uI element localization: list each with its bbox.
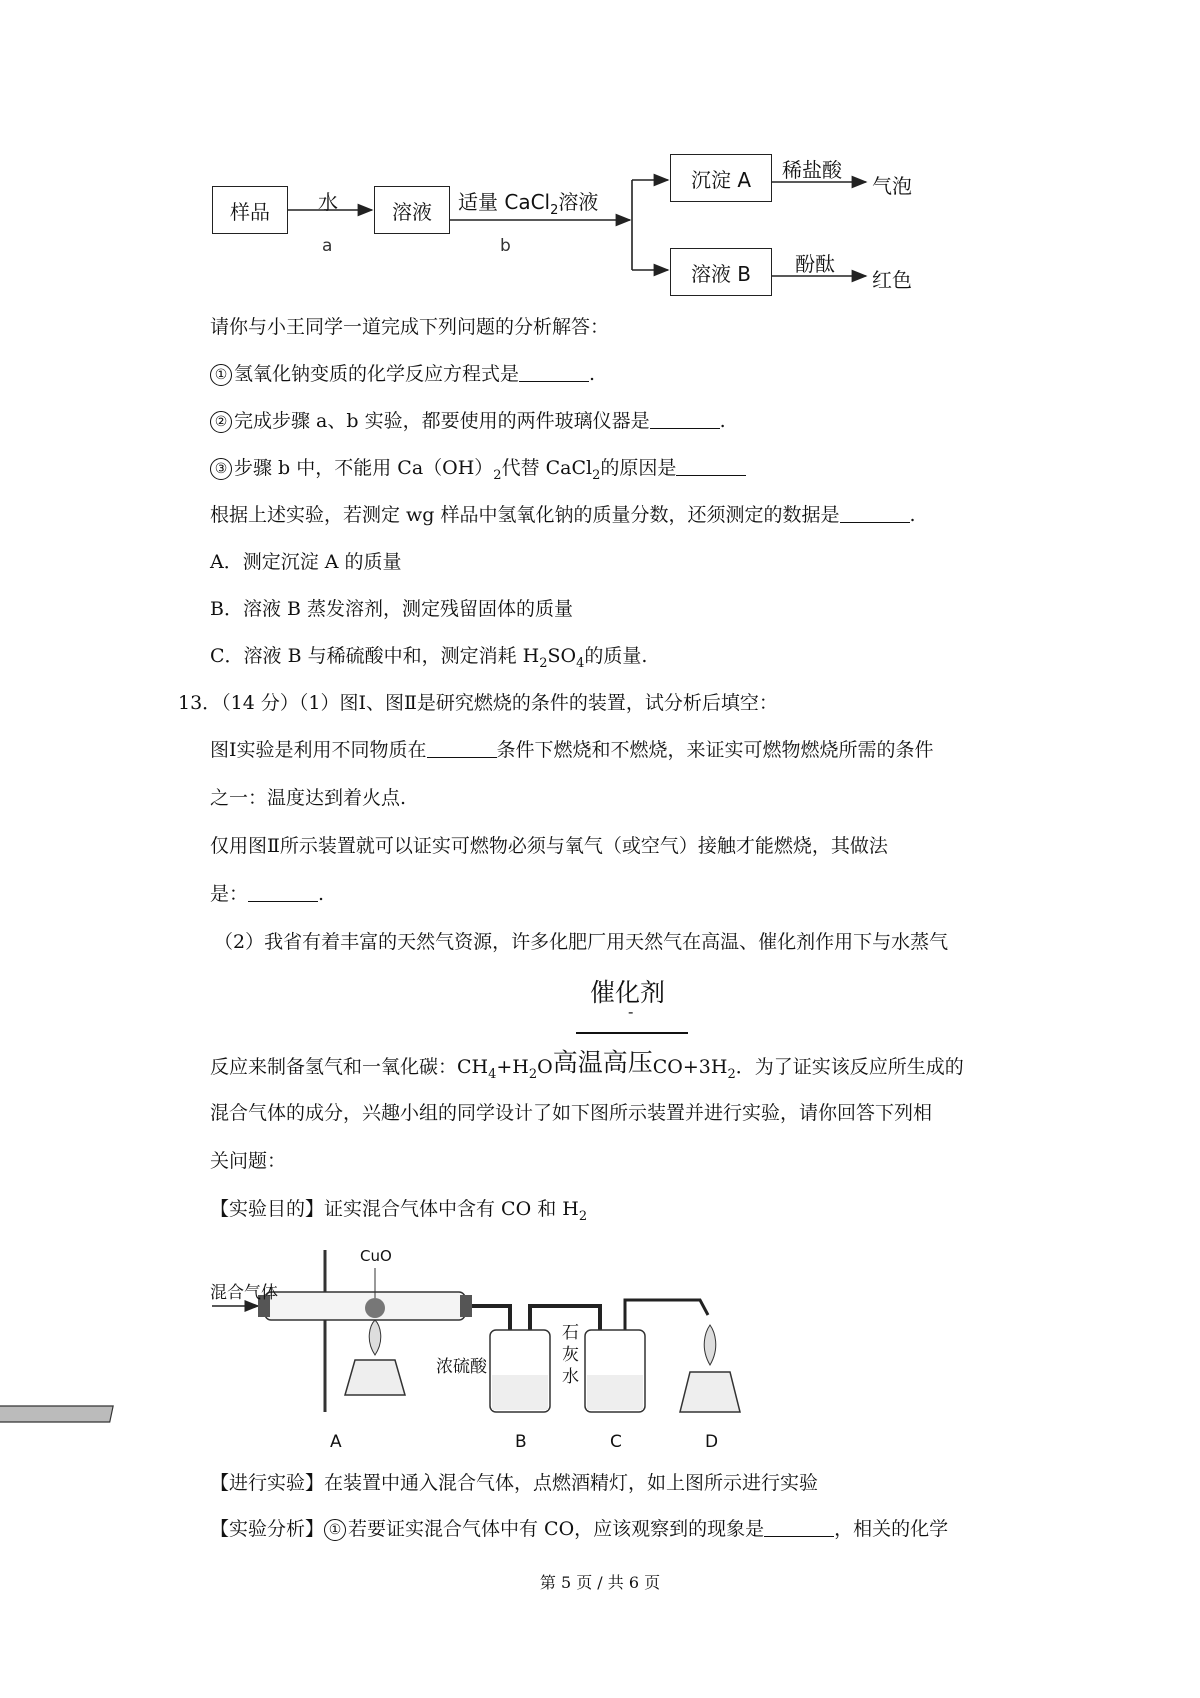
q13-p2-b: 是：: [210, 883, 249, 905]
label-step-b: b: [500, 236, 511, 256]
q13-proceed: 【进行实验】在装置中通入混合气体，点燃酒精灯，如上图所示进行实验: [210, 1472, 819, 1494]
eq-condition: 高温高压: [552, 1048, 653, 1077]
eq-prefix: 反应来制备氢气和一氧化碳：CH: [210, 1056, 489, 1078]
cuo-particles: [365, 1298, 385, 1318]
q13-p3: （2）我省有着丰富的天然气资源，许多化肥厂用天然气在高温、催化剂作用下与水蒸气: [214, 931, 949, 953]
label-cacl2-main: 适量 CaCl: [458, 190, 551, 214]
label-conc-acid: 浓硫酸: [436, 1357, 487, 1377]
q12-item-2-text: 完成步骤 a、b 实验，都要使用的两件玻璃仪器是: [234, 410, 650, 432]
q12-item-3-c: 的原因是: [600, 457, 677, 479]
label-lime-3: 水: [562, 1367, 579, 1387]
flame-d: [704, 1325, 716, 1365]
q12-item-2-end: .: [719, 410, 726, 432]
label-c: C: [610, 1432, 622, 1452]
circle-1: ①: [210, 364, 232, 386]
tube-a-to-b: [472, 1306, 510, 1330]
label-cacl2-sub: 2: [550, 203, 559, 218]
eq-sub1: 4: [488, 1067, 497, 1082]
catalyst-dash: -: [628, 1002, 634, 1021]
eq-after: CO+3H: [652, 1056, 728, 1078]
q13-heading: 13．（14 分）（1）图Ⅰ、图Ⅱ是研究燃烧的条件的装置，试分析后填空：: [178, 692, 778, 714]
burner-a: [345, 1360, 405, 1395]
q13-analysis: [210, 1516, 948, 1542]
label-b: B: [515, 1432, 527, 1452]
label-water: 水: [318, 190, 338, 214]
label-step-a: a: [322, 236, 333, 256]
label-bubbles: 气泡: [872, 174, 912, 198]
q12-item-1-end: .: [589, 363, 596, 385]
bottle-b-liquid: [492, 1375, 548, 1410]
blank: [764, 1518, 834, 1537]
q12-option-c-sub1: 2: [539, 656, 548, 671]
q12-option-c-b: SO: [547, 645, 577, 667]
q12-item-3-sub1: 2: [493, 468, 502, 483]
box-solution-b-label: 溶液 B: [690, 261, 752, 286]
q13-p1-b: 条件下燃烧和不燃烧，来证实可燃物燃烧所需的条件: [496, 739, 934, 761]
box-precipitate-a-label: 沉淀 A: [690, 167, 752, 192]
q12-option-c-c: 的质量.: [584, 645, 648, 667]
label-phenolphthalein: 酚酞: [795, 252, 835, 276]
q13-p4: 混合气体的成分，兴趣小组的同学设计了如下图所示装置并进行实验，请你回答下列相: [210, 1102, 933, 1124]
burner-d: [680, 1372, 740, 1412]
q12-item-3-b: 代替 CaCl: [501, 457, 593, 479]
eq-sub3: 2: [727, 1067, 736, 1082]
purpose-text: 【实验目的】证实混合气体中含有 CO 和 H: [210, 1198, 579, 1220]
q12-option-c-a: C．溶液 B 与稀硫酸中和，测定消耗 H: [210, 645, 540, 667]
analysis-a: 【实验分析】: [210, 1518, 325, 1540]
label-mixed-gas: 混合气体: [210, 1283, 278, 1303]
catalyst-label: 催化剂: [590, 978, 666, 1007]
flame-a: [369, 1320, 381, 1355]
eq-tail: ．为了证实该反应所生成的: [735, 1056, 964, 1078]
circle-3: ③: [210, 458, 232, 480]
analysis-circle: ①: [324, 1519, 346, 1541]
label-lime-1: 石: [562, 1323, 579, 1343]
label-d: D: [705, 1432, 719, 1452]
tube-stopper-right: [460, 1295, 472, 1317]
q13-p1-a: 图Ⅰ实验是利用不同物质在: [210, 739, 427, 761]
label-cacl2-tail: 溶液: [558, 190, 599, 214]
eq-mid: +H: [496, 1056, 529, 1078]
q12-option-c-sub2: 4: [576, 656, 585, 671]
q12-item-4-end: .: [909, 504, 916, 526]
box-sample-label: 样品: [230, 199, 270, 224]
q12-item-1-text: 氢氧化钠变质的化学反应方程式是: [234, 363, 520, 385]
analysis-c: ，相关的化学: [834, 1518, 949, 1540]
q13-p5: 关问题：: [210, 1150, 287, 1172]
box-solution-label: 溶液: [392, 199, 432, 224]
label-a: A: [330, 1432, 342, 1452]
q12-item-3-sub2: 2: [592, 468, 601, 483]
q12-item-4-text: 根据上述实验，若测定 wg 样品中氢氧化钠的质量分数，还须测定的数据是: [210, 504, 840, 526]
bottle-c-liquid: [587, 1375, 643, 1410]
combustion-tube: [265, 1292, 465, 1320]
eq-o: O: [537, 1056, 553, 1078]
q12-option-b: B．溶液 B 蒸发溶剂，测定残留固体的质量: [210, 598, 574, 620]
q12-item-3-a: 步骤 b 中，不能用 Ca（OH）: [234, 457, 494, 479]
label-cuo: CuO: [360, 1247, 392, 1265]
purpose-sub: 2: [578, 1209, 588, 1224]
q13-p2: 仅用图Ⅱ所示装置就可以证实可燃物必须与氧气（或空气）接触才能燃烧，其做法: [210, 835, 888, 857]
stand-base: [0, 1406, 113, 1422]
tube-c-to-d: [625, 1300, 708, 1330]
circle-2: ②: [210, 411, 232, 433]
eq-sub2: 2: [528, 1067, 538, 1082]
label-red: 红色: [872, 268, 912, 292]
label-lime-2: 灰: [562, 1345, 579, 1365]
q12-intro: 请你与小王同学一道完成下列问题的分析解答：: [210, 316, 610, 338]
analysis-b: 若要证实混合气体中有 CO，应该观察到的现象是: [348, 1518, 765, 1540]
q13-p2-end: .: [318, 883, 325, 905]
label-dilute-hcl: 稀盐酸: [782, 158, 842, 182]
q13-p1-cont: 之一：温度达到着火点.: [210, 787, 407, 809]
q12-option-a: A．测定沉淀 A 的质量: [210, 551, 402, 573]
page-footer: 第 5 页 / 共 6 页: [539, 1573, 661, 1592]
